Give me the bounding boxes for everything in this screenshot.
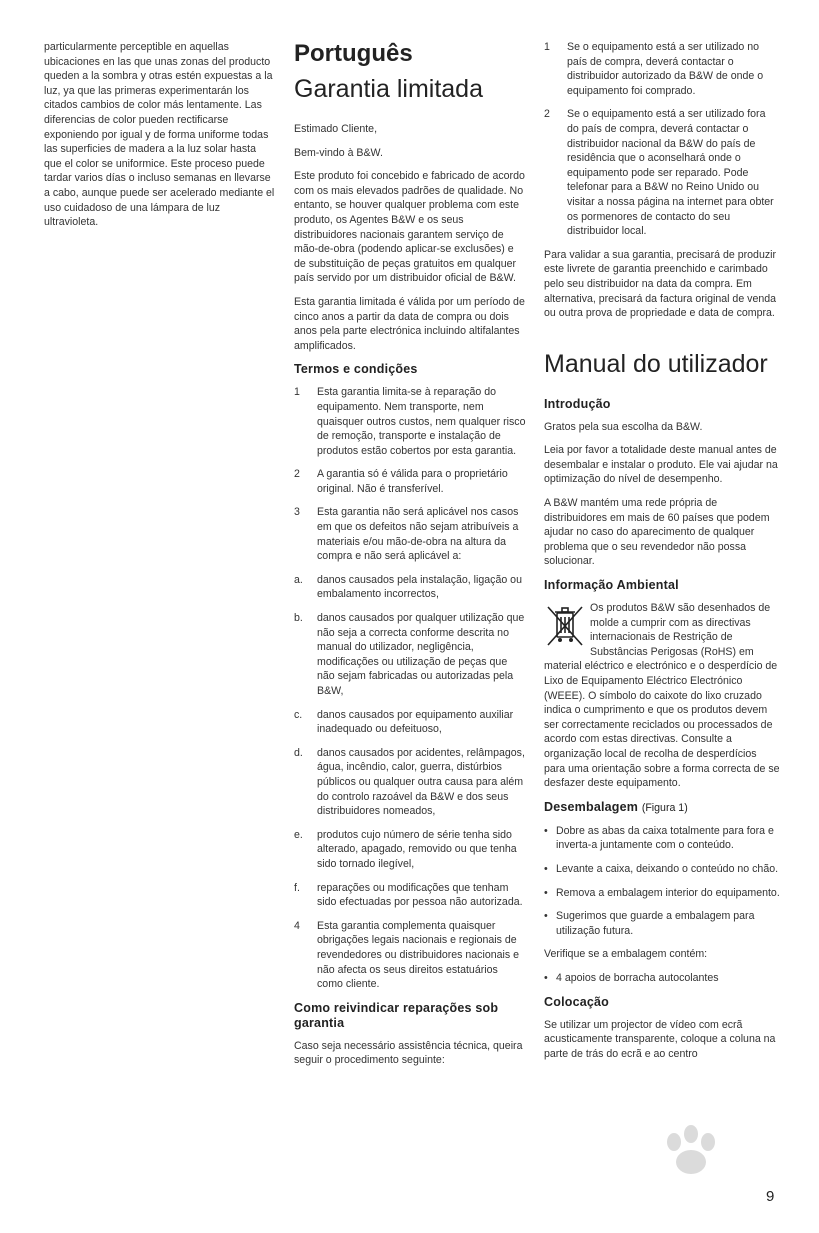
claim-heading: Como reivindicar reparações sob garantia: [294, 1000, 499, 1030]
list-item-marker: •: [544, 971, 548, 984]
unpack-list: [544, 824, 780, 939]
terms-heading: Termos e condições: [294, 362, 418, 377]
unpack-heading-text: Desembalagem: [544, 799, 639, 814]
warranty-period: Esta garantia limitada é válida por um período de cinco anos a partir da data de compra ou dois anos pela parte electrónica incluindo altifalantes amplificados.: [294, 295, 525, 352]
env-block: [544, 601, 780, 791]
list-item-text: produtos cujo número de série tenha sido alterado, apagado, removido ou que tenha sido tornado ilegível,: [317, 828, 517, 870]
validate-text: Para validar a sua garantia, precisará de produzir este livrete de garantia preenchido e carimbado pelo seu distribuidor na data da compra. Em alternativa, precisará da factura original de venda ou outra prova de propriedade e data de compra.: [544, 248, 777, 320]
intro-p2: Leia por favor a totalidade deste manual antes de desembalar e instalar o produto. Ele vai ajudar na optimização do nível de desempenho.: [544, 444, 778, 486]
list-item-marker: 1: [544, 41, 550, 53]
list-item-marker: 2: [294, 468, 300, 481]
list-item: [544, 40, 780, 98]
list-item-marker: b.: [294, 612, 303, 625]
list-item-marker: •: [544, 862, 548, 875]
env-text: Os produtos B&W são desenhados de molde a cumprir com as directivas internacionais de Restrição de Substâncias Perigosas (RoHS) em material eléctrico e electrónico e o desperdício de Lixo de Equipamento Eléctrico Electrónico (WEEE). O símbolo do caixote do lixo cruzado indica o cumprimento e que os produtos devem ser correctamente reciclados ou processados de acordo com estas directivas. Consulte a organização local de recolha de desperdícios para uma orientação sobre a forma correcta de se desfazer deste equipamento.: [544, 602, 780, 790]
list-item-text: 4 apoios de borracha autocolantes: [556, 971, 719, 984]
placement-heading: Colocação: [544, 994, 610, 1009]
list-item: [294, 573, 526, 602]
column-middle: [294, 40, 526, 1077]
list-item-text: Dobre as abas da caixa totalmente para fora e inverta-a juntamente com o conteúdo.: [556, 824, 774, 852]
list-item: [544, 107, 780, 238]
warranty-intro: Este produto foi concebido e fabricado de acordo com os mais elevados padrões de qualidade. No entanto, se houver qualquer problema com este produto, os Agentes B&W e os seus distribuidores nacionais garantem serviço de mão-de-obra (podendo aplicar-se exclusões) e de substituição de peças gratuitos em qualquer país servido por um distribuidor oficial de B&W.: [294, 170, 525, 285]
list-item: [294, 828, 526, 872]
intro-heading: Introdução: [544, 396, 611, 411]
terms-list: [294, 385, 526, 991]
list-item-text: A garantia só é válida para o proprietário original. Não é transferível.: [317, 468, 508, 495]
list-item-text: Esta garantia limita-se à reparação do equipamento. Nem transporte, nem quaisquer outros custos, nem qualquer risco de remoção, transporte e instalação de produtos estão cobertos por esta garantia.: [317, 386, 526, 457]
list-item-text: Esta garantia não será aplicável nos casos em que os defeitos não sejam atribuíveis a materiais e/ou mão-de-obra na altura da compra e não será aplicável a:: [317, 506, 519, 563]
list-item: [544, 909, 780, 938]
contents-list: [544, 971, 780, 986]
manual-title: Manual do utilizador: [544, 349, 768, 378]
salutation: Estimado Cliente,: [294, 123, 378, 135]
intro-p1: Gratos pela sua escolha da B&W.: [544, 420, 703, 433]
watermark-paw-icon: [636, 1120, 756, 1200]
list-item-marker: e.: [294, 828, 303, 841]
claim-text: Caso seja necessário assistência técnica, queira seguir o procedimento seguinte:: [294, 1039, 523, 1067]
list-item-marker: f.: [294, 881, 300, 894]
list-item-marker: 2: [544, 108, 550, 121]
crossed-bin-icon: [544, 603, 586, 647]
list-item-text: danos causados por acidentes, relâmpagos, água, incêndio, calor, guerra, distúrbios públicos ou qualquer outra causa para além do controlo razoável da B&W e dos seus distribuidores nomeados,: [317, 746, 525, 818]
welcome-text: Bem-vindo à B&W.: [294, 146, 383, 159]
list-item-text: Sugerimos que guarde a embalagem para utilização futura.: [556, 910, 755, 937]
column-right: [544, 40, 780, 1070]
list-item-text: Levante a caixa, deixando o conteúdo no chão.: [556, 862, 779, 875]
spanish-paragraph: particularmente perceptible en aquellas ubicaciones en las que unas zonas del producto queden a la sombra y otras estén expuestas a la luz, ya que las primeras experimentarán los citados cambios de color más lentamente. Las diferencias de color pueden rectificarse exponiendo por igual y de forma uniforme todas las superficies de madera a la luz solar hasta que el color se uniformice. Este proceso puede tardar varios días o incluso semanas en llevarse a cabo, aunque puede ser acelerado mediante el uso cuidadoso de una lámpara de luz ultravioleta.: [44, 41, 275, 229]
list-item-text: Se o equipamento está a ser utilizado fora do país de compra, deverá contactar o distribuidor nacional da B&W do país de residência que o aconselhará onde o equipamento pode ser reparado. Pode telefonar para a B&W no Reino Unido ou visitar a nossa página na internet para obter os pormenores de contacto do seu distribuidor local.: [567, 108, 774, 238]
unpack-heading: [544, 800, 780, 816]
env-heading: Informação Ambiental: [544, 578, 679, 593]
list-item: [294, 708, 526, 737]
list-item: [294, 746, 526, 819]
warranty-title: Garantia limitada: [294, 75, 483, 103]
claim-list: [544, 40, 780, 239]
list-item-marker: c.: [294, 708, 303, 721]
list-item: [294, 881, 526, 910]
list-item-marker: •: [544, 910, 548, 923]
list-item: [544, 862, 780, 877]
list-item: [294, 919, 526, 992]
column-left: [44, 40, 276, 239]
figure-reference: (Figura 1): [641, 801, 688, 814]
list-item-text: Esta garantia complementa quaisquer obrigações legais nacionais e regionais de revendedores ou distribuidores nacionais e não afecta os seus direitos estatuários como cliente.: [317, 919, 519, 991]
list-item: [544, 971, 780, 986]
list-item-marker: d.: [294, 746, 303, 759]
list-item: [294, 505, 526, 563]
list-item-marker: •: [544, 824, 548, 837]
list-item-marker: a.: [294, 573, 303, 586]
list-item: [294, 467, 526, 496]
page-number: 9: [766, 1188, 775, 1205]
list-item-text: danos causados por equipamento auxiliar inadequado ou defeituoso,: [317, 708, 514, 736]
list-item-marker: 3: [294, 506, 300, 519]
list-item-marker: •: [544, 886, 548, 899]
list-item: [294, 385, 526, 458]
list-item-text: danos causados por qualquer utilização que não seja a correcta conforme descrita no manual do utilizador, negligência, modificações ou utilização de peças que não sejam fabricadas ou autorizadas pela B&W,: [317, 612, 525, 697]
intro-p3: A B&W mantém uma rede própria de distribuidores em mais de 60 países que podem ajudar no caso do aparecimento de qualquer problema que o seu revendedor não possa solucionar.: [544, 497, 770, 568]
placement-text: Se utilizar um projector de vídeo com ecrã acusticamente transparente, coloque a coluna na parte de trás do ecrã e ao centro: [544, 1018, 776, 1060]
list-item-text: Se o equipamento está a ser utilizado no país de compra, deverá contactar o distribuidor autorizado da B&W de onde o equipamento foi comprado.: [567, 41, 764, 97]
list-item: [544, 886, 780, 901]
list-item-marker: 4: [294, 919, 300, 932]
list-item-text: danos causados pela instalação, ligação ou embalamento incorrectos,: [317, 573, 522, 601]
list-item-marker: 1: [294, 386, 300, 399]
list-item-text: Remova a embalagem interior do equipamento.: [556, 886, 780, 899]
list-item: [294, 611, 526, 699]
list-item: [544, 824, 780, 853]
language-heading: Português: [294, 40, 413, 67]
list-item-text: reparações ou modificações que tenham sido efectuadas por pessoa não autorizada.: [317, 881, 523, 909]
check-text: Verifique se a embalagem contém:: [544, 948, 708, 961]
